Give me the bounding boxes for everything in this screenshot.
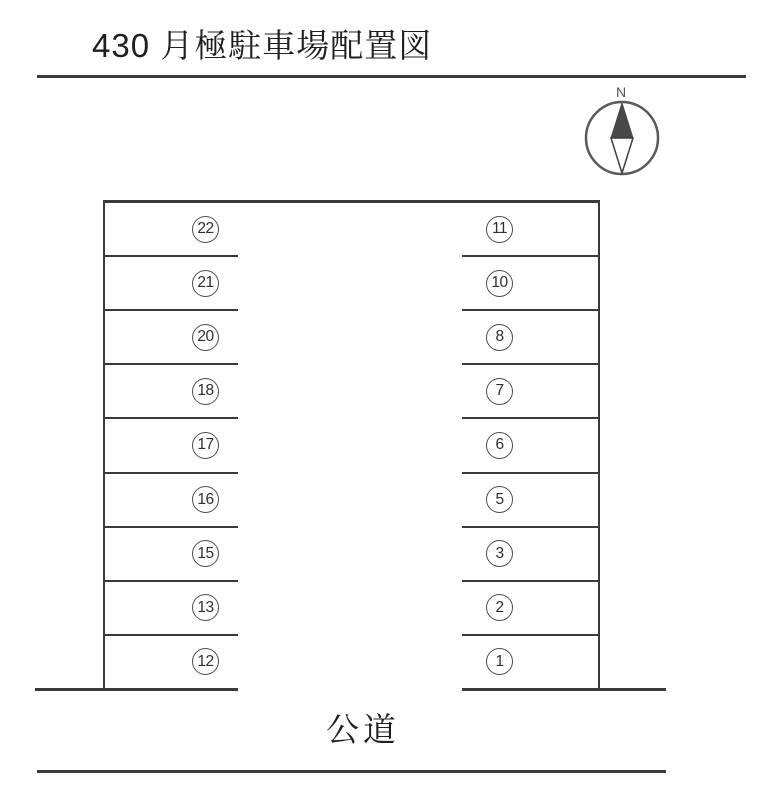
space-number-badge: 20 [192,324,219,351]
parking-space-11 [462,203,598,257]
compass-needle-north [611,103,633,138]
space-number-badge: 6 [486,432,513,459]
space-number-badge: 5 [486,486,513,513]
parking-space-8 [462,311,598,365]
space-number-badge: 11 [486,216,513,243]
space-number-badge: 17 [192,432,219,459]
space-number-badge: 13 [192,594,219,621]
space-number-badge: 18 [192,378,219,405]
parking-space-12 [105,636,238,688]
space-number-badge: 22 [192,216,219,243]
parking-space-15 [105,528,238,582]
parking-space-17 [105,419,238,473]
compass-needle-south [611,138,633,173]
space-number-badge: 15 [192,540,219,567]
compass-north-label: N [615,84,627,100]
west-bottom-boundary [35,688,238,691]
parking-space-13 [105,582,238,636]
lot-right-boundary [598,200,600,690]
parking-column-east [462,203,598,688]
parking-space-3 [462,528,598,582]
space-number-badge: 21 [192,270,219,297]
space-number-badge: 10 [486,270,513,297]
space-number-badge: 3 [486,540,513,567]
space-number-badge: 8 [486,324,513,351]
compass-north-icon [582,84,664,180]
public-road-label: 公道 [326,711,400,748]
road-edge-line [37,770,666,773]
parking-space-7 [462,365,598,419]
parking-space-10 [462,257,598,311]
space-number-badge: 16 [192,486,219,513]
parking-space-22 [105,203,238,257]
space-number-badge: 12 [192,648,219,675]
space-number-badge: 1 [486,648,513,675]
parking-space-5 [462,474,598,528]
parking-space-2 [462,582,598,636]
space-number-badge: 2 [486,594,513,621]
parking-space-1 [462,636,598,688]
space-number-badge: 7 [486,378,513,405]
parking-space-18 [105,365,238,419]
parking-column-west [105,203,238,688]
parking-space-16 [105,474,238,528]
page-title: 430 月極駐車場配置図 [92,27,433,64]
parking-space-21 [105,257,238,311]
parking-space-6 [462,419,598,473]
title-underline [37,75,746,78]
east-bottom-boundary [462,688,666,691]
parking-space-20 [105,311,238,365]
